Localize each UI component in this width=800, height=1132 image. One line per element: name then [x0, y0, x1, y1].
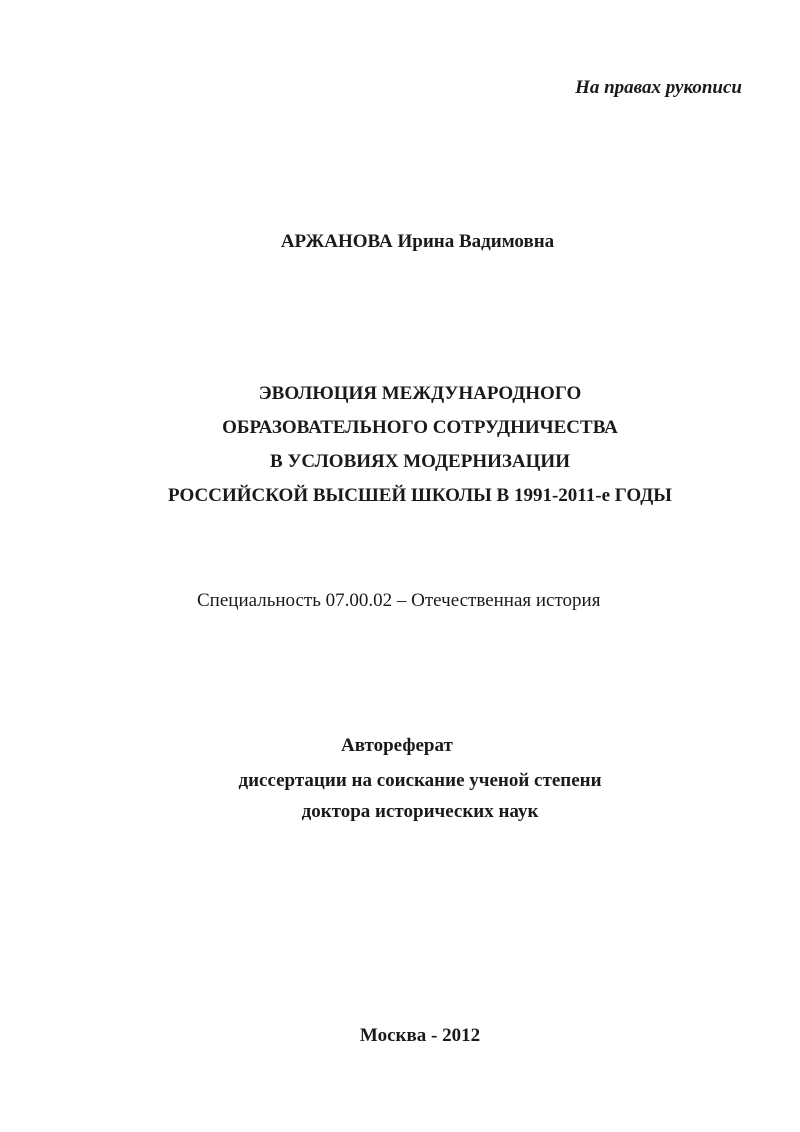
title-line: РОССИЙСКОЙ ВЫСШЕЙ ШКОЛЫ В 1991-2011-е ГОДЫ — [168, 485, 672, 506]
abstract-heading: Автореферат — [341, 735, 453, 756]
title-line: В УСЛОВИЯХ МОДЕРНИЗАЦИИ — [270, 451, 570, 472]
rights-note: На правах рукописи — [575, 77, 742, 98]
abstract-field-line: доктора исторических наук — [301, 801, 539, 822]
abstract-degree-line: диссертации на соискание ученой степени — [238, 770, 602, 791]
author-name: АРЖАНОВА Ирина Вадимовна — [280, 231, 555, 252]
title-line: ЭВОЛЮЦИЯ МЕЖДУНАРОДНОГО — [258, 383, 582, 404]
dissertation-title — [0, 377, 800, 513]
city-year: Москва - 2012 — [359, 1025, 481, 1046]
specialty-line: Специальность 07.00.02 – Отечественная история — [197, 590, 601, 611]
title-line: ОБРАЗОВАТЕЛЬНОГО СОТРУДНИЧЕСТВА — [222, 417, 618, 438]
